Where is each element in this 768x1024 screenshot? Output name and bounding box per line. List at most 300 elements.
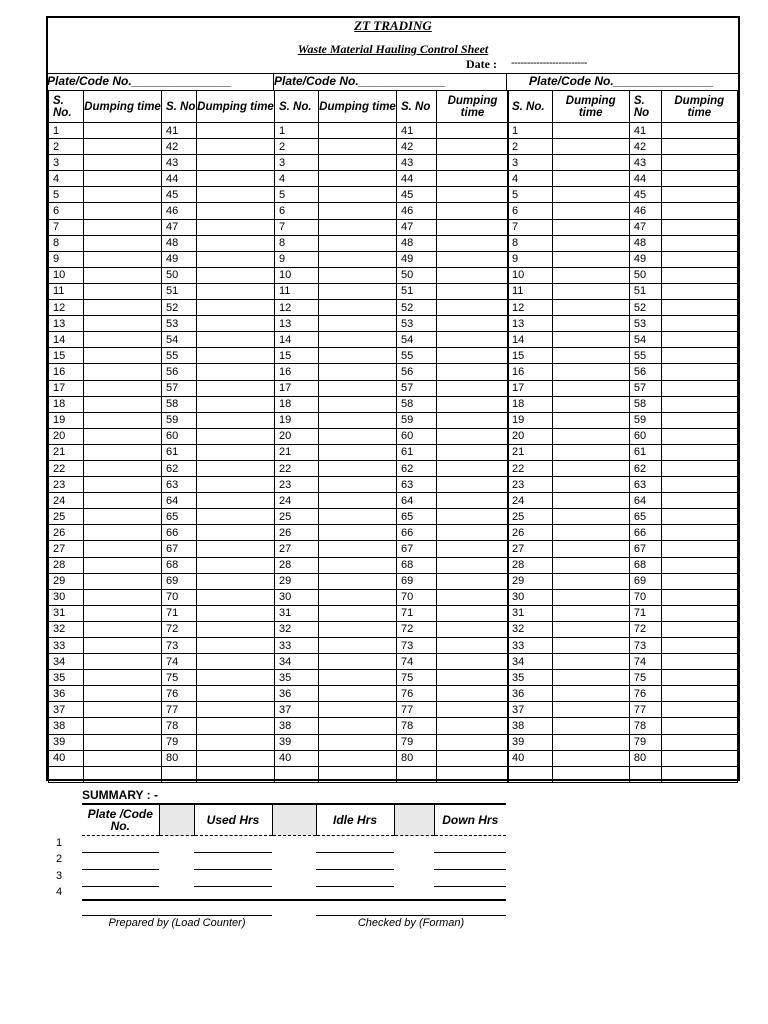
dumping-time-cell[interactable] <box>319 332 397 348</box>
dumping-time-cell[interactable] <box>197 509 275 525</box>
dumping-time-cell[interactable] <box>437 171 509 187</box>
dumping-time-cell[interactable] <box>84 670 162 686</box>
table-row <box>49 509 275 525</box>
dumping-time-cell[interactable] <box>437 123 509 139</box>
dumping-time-cell[interactable] <box>552 573 629 589</box>
dumping-time-cell[interactable] <box>84 541 162 557</box>
dumping-time-cell[interactable] <box>437 702 509 718</box>
dumping-time-cell[interactable] <box>437 203 509 219</box>
dumping-time-cell[interactable] <box>437 573 509 589</box>
dumping-time-cell[interactable] <box>661 332 737 348</box>
dumping-time-cell[interactable] <box>319 380 397 396</box>
serial-number: 63 <box>397 477 437 493</box>
dumping-time-cell[interactable] <box>319 235 397 251</box>
dumping-time-cell[interactable] <box>197 364 275 380</box>
dumping-time-cell[interactable] <box>437 686 509 702</box>
dumping-time-cell[interactable] <box>197 734 275 750</box>
date-field[interactable]: ------------------------ <box>511 57 587 69</box>
dumping-time-cell[interactable] <box>552 171 629 187</box>
dumping-time-cell[interactable] <box>552 187 629 203</box>
dumping-time-cell[interactable] <box>84 219 162 235</box>
serial-header: S. No <box>397 91 437 123</box>
dumping-time-cell[interactable] <box>84 525 162 541</box>
dumping-time-cell[interactable] <box>661 155 737 171</box>
dumping-time-cell[interactable] <box>197 332 275 348</box>
dumping-time-cell[interactable] <box>197 412 275 428</box>
dumping-time-cell[interactable] <box>552 589 629 605</box>
dumping-time-cell[interactable] <box>319 702 397 718</box>
dumping-time-cell[interactable] <box>552 670 629 686</box>
dumping-time-cell[interactable] <box>437 750 509 766</box>
plate-code-field-3[interactable]: Plate/Code No._______________ <box>529 74 714 88</box>
serial-number: 63 <box>629 477 661 493</box>
dumping-time-cell[interactable] <box>552 605 629 621</box>
dumping-time-cell[interactable] <box>437 219 509 235</box>
dumping-time-cell[interactable] <box>437 734 509 750</box>
dumping-time-cell[interactable] <box>661 267 737 283</box>
dumping-time-cell[interactable] <box>197 686 275 702</box>
dumping-time-cell[interactable] <box>661 605 737 621</box>
dumping-time-cell[interactable] <box>197 654 275 670</box>
dumping-time-cell[interactable] <box>197 541 275 557</box>
dumping-time-cell[interactable] <box>552 123 629 139</box>
dumping-time-cell[interactable] <box>197 203 275 219</box>
dumping-time-cell[interactable] <box>661 396 737 412</box>
dumping-time-cell[interactable] <box>197 477 275 493</box>
dumping-time-cell[interactable] <box>197 670 275 686</box>
dumping-time-cell[interactable] <box>437 380 509 396</box>
dumping-time-cell[interactable] <box>552 155 629 171</box>
serial-number: 56 <box>397 364 437 380</box>
dumping-time-cell[interactable] <box>197 267 275 283</box>
dumping-time-cell[interactable] <box>319 573 397 589</box>
dumping-time-cell[interactable] <box>437 396 509 412</box>
dumping-time-cell[interactable] <box>197 139 275 155</box>
dumping-time-cell[interactable] <box>661 541 737 557</box>
dumping-time-cell[interactable] <box>197 750 275 766</box>
dumping-time-cell[interactable] <box>319 364 397 380</box>
dumping-time-cell[interactable] <box>661 718 737 734</box>
dumping-time-cell[interactable] <box>84 493 162 509</box>
dumping-time-cell[interactable] <box>661 412 737 428</box>
dumping-time-cell[interactable] <box>319 171 397 187</box>
dumping-time-cell[interactable] <box>197 155 275 171</box>
dumping-time-cell[interactable] <box>84 412 162 428</box>
dumping-time-cell[interactable] <box>552 444 629 460</box>
dumping-time-cell[interactable] <box>319 509 397 525</box>
dumping-time-cell[interactable] <box>197 702 275 718</box>
dumping-time-cell[interactable] <box>552 460 629 476</box>
dumping-time-cell[interactable] <box>552 316 629 332</box>
dumping-time-cell[interactable] <box>197 380 275 396</box>
dumping-time-cell[interactable] <box>84 589 162 605</box>
dumping-time-cell[interactable] <box>84 396 162 412</box>
dumping-time-cell[interactable] <box>319 638 397 654</box>
plate-code-field-2[interactable]: Plate/Code No._____________ <box>274 74 446 88</box>
table-row <box>508 155 738 171</box>
dumping-time-cell[interactable] <box>552 203 629 219</box>
dumping-time-cell[interactable] <box>661 621 737 637</box>
dumping-time-cell[interactable] <box>319 605 397 621</box>
dumping-time-cell[interactable] <box>84 235 162 251</box>
dumping-time-cell[interactable] <box>552 702 629 718</box>
dumping-time-cell[interactable] <box>552 380 629 396</box>
serial-number: 34 <box>275 654 319 670</box>
dumping-time-cell[interactable] <box>437 638 509 654</box>
dumping-time-cell[interactable] <box>437 235 509 251</box>
dumping-time-cell[interactable] <box>319 267 397 283</box>
summary-input-cell[interactable] <box>82 870 159 887</box>
dumping-time-cell[interactable] <box>661 283 737 299</box>
dumping-time-cell[interactable] <box>84 300 162 316</box>
summary-title: SUMMARY : - <box>82 788 158 802</box>
dumping-time-cell[interactable] <box>197 251 275 267</box>
dumping-time-cell[interactable] <box>319 718 397 734</box>
dumping-time-cell[interactable] <box>661 573 737 589</box>
dumping-time-cell[interactable] <box>661 702 737 718</box>
summary-input-cell[interactable] <box>82 836 159 853</box>
plate-code-field-1[interactable]: Plate/Code No._______________ <box>47 74 232 88</box>
dumping-time-cell[interactable] <box>437 444 509 460</box>
table-row <box>275 477 509 493</box>
summary-input-cell[interactable] <box>194 836 272 853</box>
dumping-time-cell[interactable] <box>661 219 737 235</box>
dumping-time-cell[interactable] <box>552 139 629 155</box>
serial-number: 56 <box>629 364 661 380</box>
dumping-time-cell[interactable] <box>84 605 162 621</box>
prepared-by-line[interactable] <box>82 915 272 916</box>
dumping-time-cell[interactable] <box>661 171 737 187</box>
dumping-time-cell[interactable] <box>661 316 737 332</box>
summary-table <box>82 803 506 903</box>
dumping-time-cell[interactable] <box>84 509 162 525</box>
dumping-time-cell[interactable] <box>661 638 737 654</box>
dumping-time-cell[interactable] <box>319 348 397 364</box>
dumping-time-cell[interactable] <box>552 300 629 316</box>
dumping-time-cell[interactable] <box>197 460 275 476</box>
dumping-time-cell[interactable] <box>661 348 737 364</box>
summary-input-cell[interactable] <box>316 870 394 887</box>
dumping-time-cell[interactable] <box>437 428 509 444</box>
dumping-time-cell[interactable] <box>552 412 629 428</box>
dumping-time-cell[interactable] <box>661 139 737 155</box>
company-name: ZT TRADING <box>354 18 432 33</box>
dumping-time-cell[interactable] <box>437 493 509 509</box>
table-row <box>275 348 509 364</box>
dumping-time-cell[interactable] <box>661 444 737 460</box>
dumping-time-cell[interactable] <box>437 316 509 332</box>
summary-input-cell[interactable] <box>434 853 506 870</box>
dumping-time-cell[interactable] <box>84 332 162 348</box>
dumping-time-cell[interactable] <box>552 718 629 734</box>
dumping-time-cell[interactable] <box>552 621 629 637</box>
dumping-time-cell[interactable] <box>437 718 509 734</box>
dumping-time-cell[interactable] <box>319 139 397 155</box>
dumping-time-cell[interactable] <box>319 686 397 702</box>
dumping-time-cell[interactable] <box>661 557 737 573</box>
dumping-time-cell[interactable] <box>84 267 162 283</box>
serial-number: 66 <box>629 525 661 541</box>
dumping-time-cell[interactable] <box>661 300 737 316</box>
dumping-time-cell[interactable] <box>84 460 162 476</box>
dumping-time-cell[interactable] <box>437 525 509 541</box>
dumping-time-cell[interactable] <box>437 139 509 155</box>
dumping-time-cell[interactable] <box>552 267 629 283</box>
dumping-time-cell[interactable] <box>84 734 162 750</box>
dumping-time-cell[interactable] <box>437 541 509 557</box>
table-row <box>275 621 509 637</box>
summary-input-cell[interactable] <box>434 836 506 853</box>
dumping-time-cell[interactable] <box>552 541 629 557</box>
table-row <box>508 654 738 670</box>
dumping-time-cell[interactable] <box>197 316 275 332</box>
dumping-time-cell[interactable] <box>197 283 275 299</box>
summary-input-cell[interactable] <box>434 870 506 887</box>
serial-number: 3 <box>275 155 319 171</box>
dumping-time-cell[interactable] <box>197 589 275 605</box>
dumping-time-cell[interactable] <box>84 444 162 460</box>
dumping-time-cell[interactable] <box>437 477 509 493</box>
serial-number: 11 <box>49 283 84 299</box>
dumping-time-cell[interactable] <box>84 283 162 299</box>
serial-number: 4 <box>275 171 319 187</box>
dumping-time-cell[interactable] <box>197 348 275 364</box>
dumping-time-cell[interactable] <box>84 654 162 670</box>
dumping-time-cell[interactable] <box>661 187 737 203</box>
dumping-time-cell[interactable] <box>437 654 509 670</box>
dumping-time-cell[interactable] <box>661 525 737 541</box>
table-row <box>508 139 738 155</box>
dumping-time-cell[interactable] <box>437 509 509 525</box>
serial-number: 21 <box>275 444 319 460</box>
dumping-time-cell[interactable] <box>319 428 397 444</box>
dumping-time-cell[interactable] <box>197 718 275 734</box>
dumping-time-cell[interactable] <box>661 460 737 476</box>
table-row <box>49 123 275 139</box>
dumping-time-cell[interactable] <box>437 621 509 637</box>
dumping-time-cell[interactable] <box>552 493 629 509</box>
dumping-time-cell[interactable] <box>84 155 162 171</box>
summary-input-cell[interactable] <box>316 853 394 870</box>
dumping-time-cell[interactable] <box>661 670 737 686</box>
dumping-time-cell[interactable] <box>661 428 737 444</box>
dumping-time-cell[interactable] <box>552 734 629 750</box>
dumping-time-cell[interactable] <box>552 477 629 493</box>
dumping-time-cell[interactable] <box>197 123 275 139</box>
dumping-time-cell[interactable] <box>661 235 737 251</box>
dumping-time-cell[interactable] <box>84 187 162 203</box>
dumping-time-cell[interactable] <box>84 686 162 702</box>
dumping-time-cell[interactable] <box>84 766 162 782</box>
serial-number: 65 <box>629 509 661 525</box>
dumping-time-cell[interactable] <box>319 766 397 782</box>
summary-input-cell[interactable] <box>194 870 272 887</box>
dumping-time-cell[interactable] <box>552 750 629 766</box>
dumping-time-cell[interactable] <box>319 396 397 412</box>
dumping-time-cell[interactable] <box>319 283 397 299</box>
dumping-time-cell[interactable] <box>437 348 509 364</box>
dumping-time-cell[interactable] <box>437 766 509 782</box>
dumping-time-cell[interactable] <box>661 203 737 219</box>
dumping-time-cell[interactable] <box>197 621 275 637</box>
dumping-time-cell[interactable] <box>319 187 397 203</box>
dumping-time-cell[interactable] <box>197 300 275 316</box>
dumping-time-cell[interactable] <box>661 251 737 267</box>
dumping-time-cell[interactable] <box>661 380 737 396</box>
table-row <box>508 332 738 348</box>
serial-number: 3 <box>49 155 84 171</box>
dumping-time-cell[interactable] <box>437 364 509 380</box>
dumping-time-cell[interactable] <box>661 734 737 750</box>
dumping-time-cell[interactable] <box>319 589 397 605</box>
dumping-time-cell[interactable] <box>319 251 397 267</box>
dumping-time-cell[interactable] <box>197 557 275 573</box>
dumping-time-cell[interactable] <box>197 766 275 782</box>
dumping-time-cell[interactable] <box>319 477 397 493</box>
dumping-time-cell[interactable] <box>84 702 162 718</box>
checked-by-line[interactable] <box>316 915 506 916</box>
serial-number: 29 <box>508 573 553 589</box>
dumping-time-cell[interactable] <box>197 235 275 251</box>
dumping-time-cell[interactable] <box>319 525 397 541</box>
dumping-time-cell[interactable] <box>319 493 397 509</box>
dumping-time-cell[interactable] <box>319 541 397 557</box>
dumping-time-cell[interactable] <box>661 509 737 525</box>
summary-input-cell[interactable] <box>82 853 159 870</box>
dumping-time-cell[interactable] <box>319 300 397 316</box>
dumping-time-cell[interactable] <box>319 750 397 766</box>
summary-input-cell[interactable] <box>316 836 394 853</box>
dumping-time-cell[interactable] <box>437 670 509 686</box>
dumping-time-cell[interactable] <box>552 219 629 235</box>
dumping-time-cell[interactable] <box>197 605 275 621</box>
dumping-time-cell[interactable] <box>197 525 275 541</box>
dumping-time-cell[interactable] <box>197 638 275 654</box>
dumping-time-cell[interactable] <box>661 364 737 380</box>
dumping-time-cell[interactable] <box>84 573 162 589</box>
dumping-time-cell[interactable] <box>84 316 162 332</box>
dumping-time-cell[interactable] <box>84 364 162 380</box>
dumping-time-cell[interactable] <box>437 283 509 299</box>
dumping-time-cell[interactable] <box>197 187 275 203</box>
dumping-time-cell[interactable] <box>552 509 629 525</box>
table-row <box>275 654 509 670</box>
dumping-time-cell[interactable] <box>552 766 629 782</box>
dumping-time-cell[interactable] <box>437 589 509 605</box>
summary-input-cell[interactable] <box>194 853 272 870</box>
serial-header: S. No <box>162 91 197 123</box>
dumping-time-cell[interactable] <box>84 380 162 396</box>
dumping-time-cell[interactable] <box>319 621 397 637</box>
dumping-time-cell[interactable] <box>197 428 275 444</box>
dumping-time-cell[interactable] <box>552 686 629 702</box>
serial-number: 78 <box>162 718 197 734</box>
dumping-time-cell[interactable] <box>319 444 397 460</box>
dumping-time-cell[interactable] <box>319 412 397 428</box>
dumping-time-cell[interactable] <box>319 155 397 171</box>
dumping-time-cell[interactable] <box>197 573 275 589</box>
dumping-time-cell[interactable] <box>84 557 162 573</box>
dumping-time-cell[interactable] <box>197 444 275 460</box>
dumping-time-cell[interactable] <box>197 493 275 509</box>
dumping-time-cell[interactable] <box>197 219 275 235</box>
dumping-time-cell[interactable] <box>437 187 509 203</box>
dumping-time-cell[interactable] <box>84 139 162 155</box>
dumping-time-cell[interactable] <box>661 123 737 139</box>
dumping-time-cell[interactable] <box>319 123 397 139</box>
table-row <box>49 654 275 670</box>
dumping-time-cell[interactable] <box>661 493 737 509</box>
dumping-time-cell[interactable] <box>437 460 509 476</box>
dumping-time-cell[interactable] <box>84 171 162 187</box>
dumping-time-cell[interactable] <box>437 251 509 267</box>
dumping-time-cell[interactable] <box>552 332 629 348</box>
dumping-time-cell[interactable] <box>437 412 509 428</box>
dumping-time-cell[interactable] <box>437 332 509 348</box>
dumping-time-cell[interactable] <box>84 251 162 267</box>
dumping-time-cell[interactable] <box>84 638 162 654</box>
dumping-time-cell[interactable] <box>437 155 509 171</box>
serial-number: 35 <box>49 670 84 686</box>
dumping-time-cell[interactable] <box>552 283 629 299</box>
dumping-time-cell[interactable] <box>552 525 629 541</box>
dumping-time-cell[interactable] <box>661 750 737 766</box>
dumping-time-cell[interactable] <box>661 686 737 702</box>
table-row <box>508 187 738 203</box>
dumping-time-cell[interactable] <box>552 557 629 573</box>
dumping-time-cell[interactable] <box>552 654 629 670</box>
dumping-time-cell[interactable] <box>319 654 397 670</box>
dumping-time-cell[interactable] <box>84 718 162 734</box>
dumping-time-cell[interactable] <box>661 654 737 670</box>
dumping-time-cell[interactable] <box>552 251 629 267</box>
dumping-time-cell[interactable] <box>661 477 737 493</box>
dumping-time-cell[interactable] <box>552 396 629 412</box>
dumping-time-cell[interactable] <box>552 364 629 380</box>
dumping-time-cell[interactable] <box>552 348 629 364</box>
dumping-time-cell[interactable] <box>437 267 509 283</box>
table-row <box>275 219 509 235</box>
dumping-time-cell[interactable] <box>197 396 275 412</box>
dumping-time-cell[interactable] <box>661 766 737 782</box>
dumping-time-cell[interactable] <box>437 557 509 573</box>
dumping-time-cell[interactable] <box>552 428 629 444</box>
dumping-time-cell[interactable] <box>319 460 397 476</box>
dumping-time-cell[interactable] <box>319 734 397 750</box>
serial-number: 13 <box>49 316 84 332</box>
dumping-time-cell[interactable] <box>84 203 162 219</box>
table-row <box>275 396 509 412</box>
dumping-time-cell[interactable] <box>84 123 162 139</box>
dumping-time-cell[interactable] <box>319 203 397 219</box>
dumping-time-cell[interactable] <box>661 589 737 605</box>
dumping-time-cell[interactable] <box>84 477 162 493</box>
dumping-time-cell[interactable] <box>84 348 162 364</box>
dumping-time-cell[interactable] <box>437 605 509 621</box>
dumping-time-cell[interactable] <box>437 300 509 316</box>
dumping-time-cell[interactable] <box>84 621 162 637</box>
dumping-time-cell[interactable] <box>84 750 162 766</box>
dumping-time-cell[interactable] <box>319 316 397 332</box>
dumping-time-cell[interactable] <box>552 638 629 654</box>
dumping-time-cell[interactable] <box>197 171 275 187</box>
dumping-time-cell[interactable] <box>552 235 629 251</box>
dumping-time-cell[interactable] <box>319 557 397 573</box>
dumping-time-cell[interactable] <box>319 219 397 235</box>
dumping-time-cell[interactable] <box>84 428 162 444</box>
dumping-time-cell[interactable] <box>319 670 397 686</box>
summary-section <box>56 786 516 986</box>
